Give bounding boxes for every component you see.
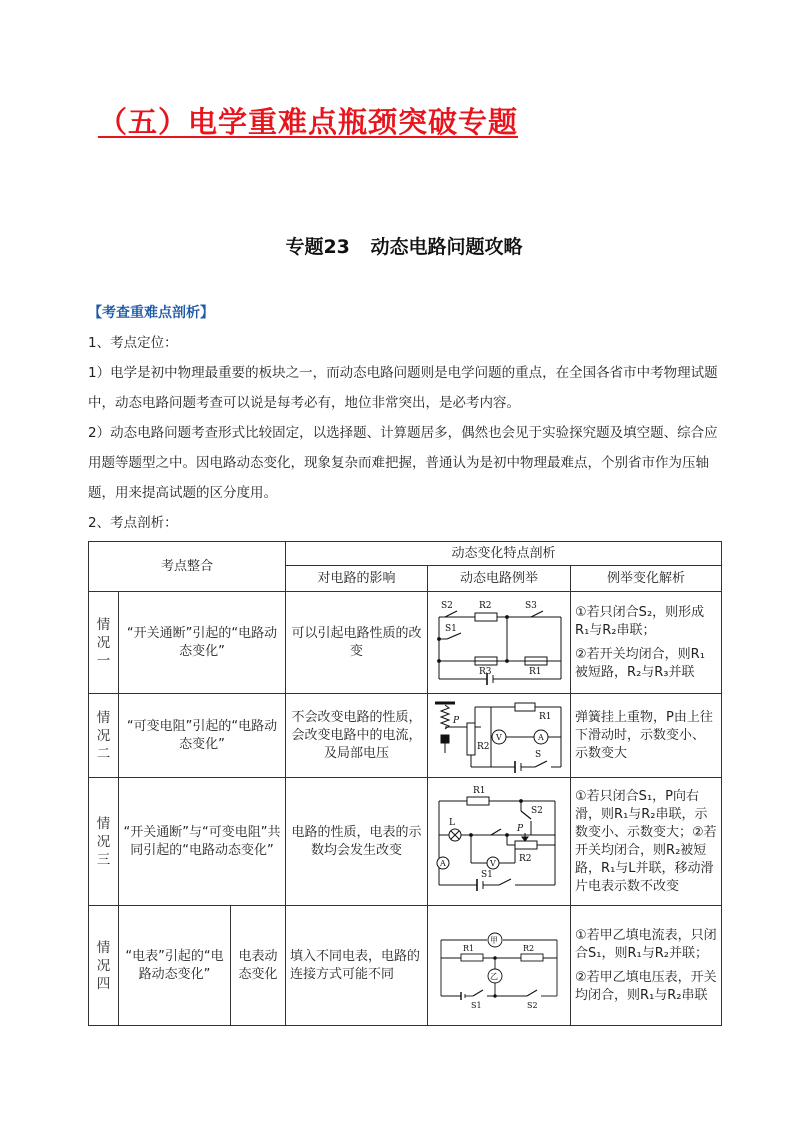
analysis-line: ①若只闭合S₁，P向右滑，则R₁与R₂串联，示数变小、示数变大；②若开关均闭合，则R₂被短路，R₁与L并联，移动滑片电表示数不改变 xyxy=(575,788,717,894)
table-header-row xyxy=(89,542,722,566)
analysis-line: 弹簧挂上重物，P由上往下滑动时，示数变小、示数变大 xyxy=(575,709,713,761)
analysis-line: ②若甲乙填电压表，开关均闭合，则R₁与R₂串联 xyxy=(575,969,717,1003)
circuit-label: R2 xyxy=(519,853,532,864)
circuit-label: R1 xyxy=(539,711,552,722)
table-row xyxy=(89,906,722,1026)
topic-name: 动态电路问题攻略 xyxy=(370,236,523,258)
analysis-line: ①若只闭合S₂，则形成R₁与R₂串联； xyxy=(575,604,705,638)
circuit-label: R3 xyxy=(479,666,492,677)
circuit-diagram-4 xyxy=(428,906,571,1026)
paragraph-3: 2）动态电路问题考查形式比较固定，以选择题、计算题居多，偶然也会见于实验探究题及填空题、综合应用题等题型之中。因电路动态变化，现象复杂而难把握，普通认为是初中物理最难点，个别省市作为压轴题，用来提高试题的区分度用。 xyxy=(88,425,718,501)
table-row xyxy=(89,778,722,906)
circuit-label: S2 xyxy=(527,1000,538,1010)
table-row xyxy=(89,694,722,778)
case-description: “开关通断”引起的“电路动态变化” xyxy=(119,592,286,694)
circuit-label: L xyxy=(449,817,456,828)
case-label: 情况二 xyxy=(89,694,119,778)
circuit-label: A xyxy=(538,732,544,742)
section-heading: 【考查重难点剖析】 xyxy=(88,305,214,321)
paragraph-4: 2、考点剖析： xyxy=(88,515,178,531)
case-label: 情况四 xyxy=(89,906,119,1026)
circuit-label: S1 xyxy=(471,1000,482,1010)
analysis-line: ②若开关均闭合，则R₁被短路，R₂与R₃并联 xyxy=(575,646,705,680)
paragraph-1: 1、考点定位： xyxy=(88,335,178,351)
header-effect: 对电路的影响 xyxy=(286,566,428,592)
circuit-label: S2 xyxy=(441,600,453,611)
circuit-label: S2 xyxy=(531,805,543,816)
circuit-label: S1 xyxy=(481,869,493,880)
header-topic: 考点整合 xyxy=(89,542,286,592)
circuit-diagram-3 xyxy=(428,778,571,906)
case-analysis xyxy=(571,906,722,1026)
circuit-label: S3 xyxy=(525,600,537,611)
case-label: 情况三 xyxy=(89,778,119,906)
circuit-label: R1 xyxy=(463,943,475,953)
topic-number: 专题23 xyxy=(285,236,350,258)
circuit-label: A xyxy=(440,858,446,868)
document-title: （五）电学重难点瓶颈突破专题 xyxy=(98,105,519,139)
case-description: “可变电阻”引起的“电路动态变化” xyxy=(119,694,286,778)
topic-title xyxy=(0,232,800,259)
header-example: 动态电路例举 xyxy=(428,566,571,592)
circuit-label: R1 xyxy=(473,785,486,796)
case-analysis xyxy=(571,694,722,778)
circuit-label: S xyxy=(535,749,542,760)
case-analysis xyxy=(571,778,722,906)
analysis-table xyxy=(88,541,722,1026)
circuit-label: R1 xyxy=(529,666,542,677)
case-subtype: 电表动态变化 xyxy=(231,906,286,1026)
circuit-label: P xyxy=(453,715,460,726)
header-analysis: 例举变化解析 xyxy=(571,566,722,592)
case-description: “开关通断”与“可变电阻”共同引起的“电路动态变化” xyxy=(119,778,286,906)
circuit-label: R2 xyxy=(523,943,535,953)
table-row xyxy=(89,592,722,694)
case-description: “电表”引起的“电路动态变化” xyxy=(119,906,231,1026)
circuit-label: R2 xyxy=(477,741,490,752)
circuit-label: V xyxy=(490,858,496,868)
case-effect: 电路的性质，电表的示数均会发生改变 xyxy=(286,778,428,906)
circuit-label: V xyxy=(496,732,502,742)
case-effect: 不会改变电路的性质，会改变电路中的电流，及局部电压 xyxy=(286,694,428,778)
case-effect: 可以引起电路性质的改变 xyxy=(286,592,428,694)
analysis-line: ①若甲乙填电流表，只闭合S₁，则R₁与R₂并联； xyxy=(575,927,717,961)
circuit-label: 甲 xyxy=(490,935,499,945)
circuit-label: 乙 xyxy=(490,971,499,981)
circuit-diagram-2 xyxy=(428,694,571,778)
circuit-label: R2 xyxy=(479,600,492,611)
case-label: 情况一 xyxy=(89,592,119,694)
case-effect: 填入不同电表，电路的连接方式可能不同 xyxy=(286,906,428,1026)
paragraph-2: 1）电学是初中物理最重要的板块之一，而动态电路问题则是电学问题的重点，在全国各省市中考物理试题中，动态电路问题考查可以说是每考必有，地位非常突出，是必考内容。 xyxy=(88,365,718,411)
case-analysis xyxy=(571,592,722,694)
circuit-label: P xyxy=(517,823,524,834)
circuit-label: S1 xyxy=(445,623,457,634)
circuit-diagram-1 xyxy=(428,592,571,694)
header-group: 动态变化特点剖析 xyxy=(286,542,722,566)
